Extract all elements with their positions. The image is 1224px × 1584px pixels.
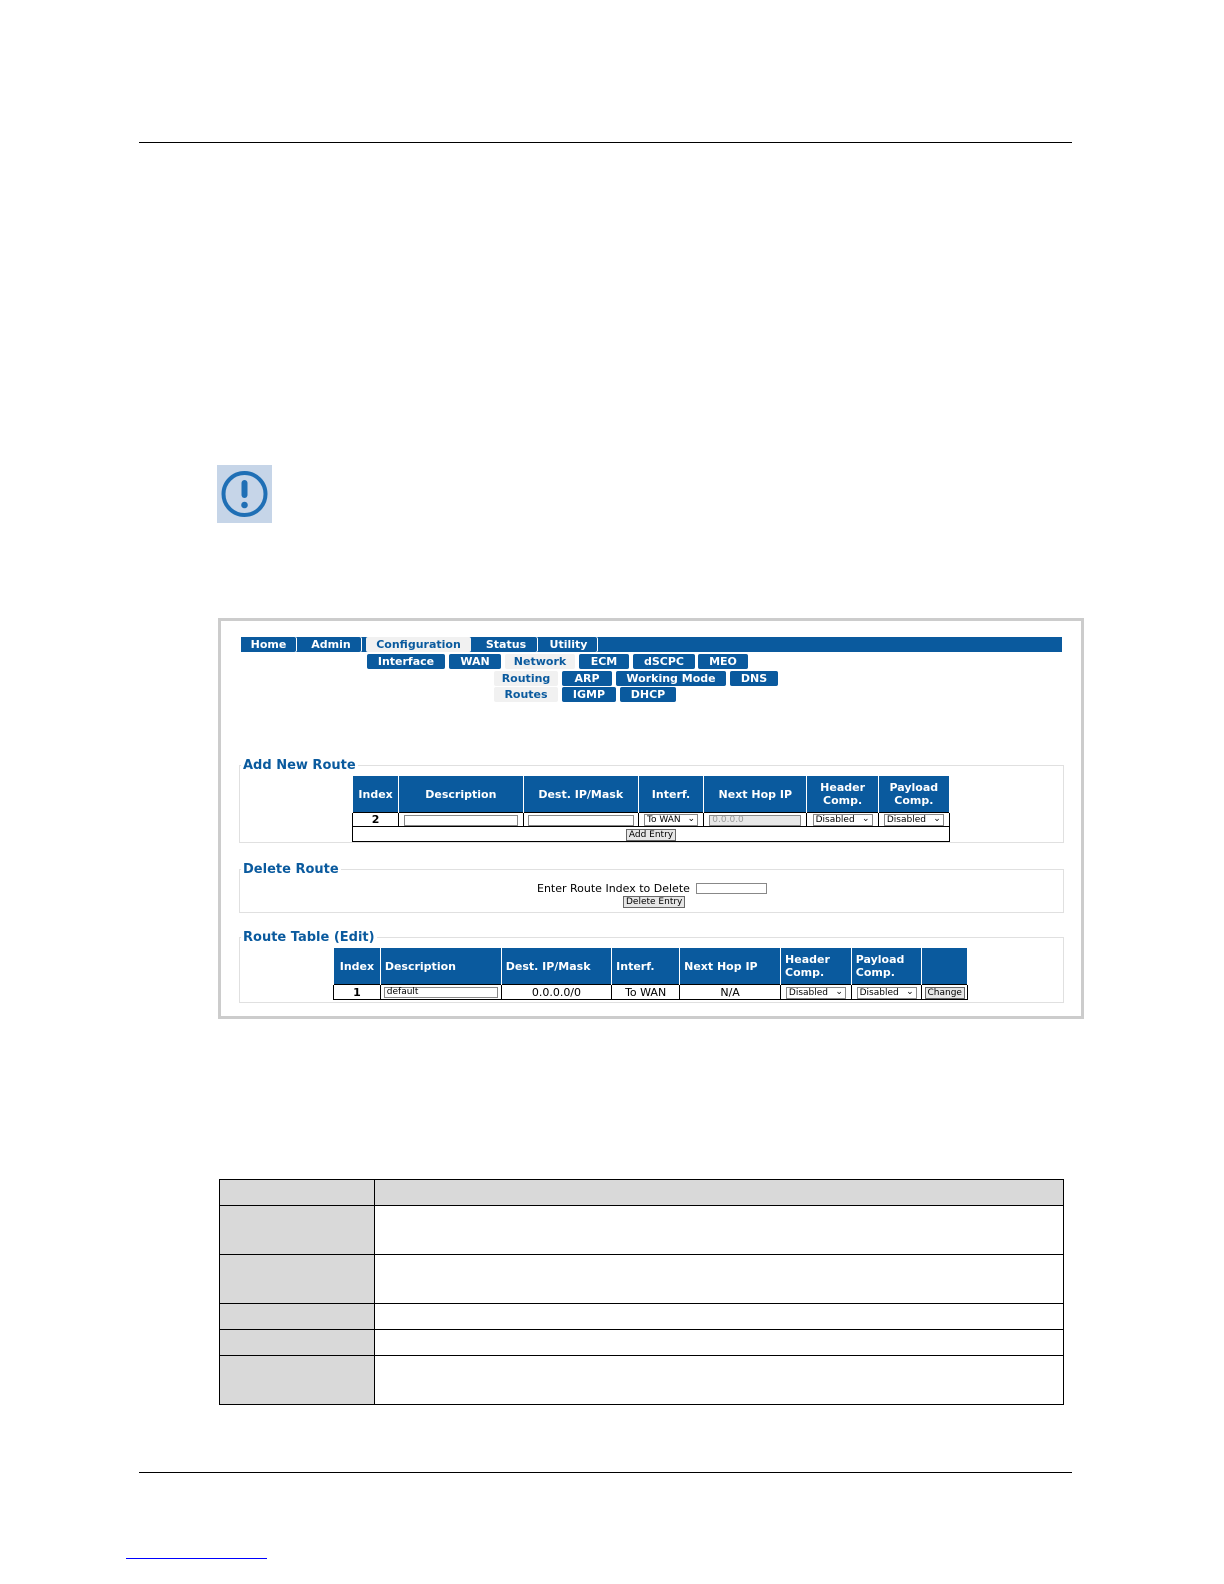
table-label-cell: [220, 1304, 375, 1330]
table-row: [220, 1206, 1064, 1255]
tab-dscpc[interactable]: dSCPC: [633, 654, 695, 669]
rt-col-next-hop: Next Hop IP: [680, 948, 781, 985]
tab-interface[interactable]: Interface: [367, 654, 445, 669]
tab-dhcp[interactable]: DHCP: [620, 687, 676, 702]
delete-entry-button[interactable]: Delete Entry: [623, 896, 685, 908]
rt-col-index: Index: [334, 948, 381, 985]
payload-comp-select[interactable]: [884, 814, 944, 826]
new-dest-cell: [523, 813, 638, 827]
col-payload-comp: Payload Comp.: [878, 776, 949, 813]
new-interf-cell: [638, 813, 703, 827]
important-note-icon: [217, 465, 272, 523]
col-dest: Dest. IP/Mask: [523, 776, 638, 813]
interf-select[interactable]: [644, 814, 698, 826]
table-value-cell: [375, 1206, 1064, 1255]
tab-network[interactable]: Network: [505, 654, 575, 669]
table-row: [220, 1180, 1064, 1206]
new-description-cell: [399, 813, 523, 827]
rt-col-header-comp: Header Comp.: [781, 948, 852, 985]
table-label-cell: [220, 1255, 375, 1304]
footnote-link-underline[interactable]: [126, 1558, 267, 1559]
tab-wan[interactable]: WAN: [449, 654, 501, 669]
header-comp-select[interactable]: [813, 814, 873, 826]
tab-ecm[interactable]: ECM: [579, 654, 629, 669]
rt-description-input[interactable]: default: [384, 987, 498, 998]
description-table: [219, 1179, 1064, 1405]
web-ui-screenshot: [218, 618, 1084, 1019]
rt-col-description: Description: [380, 948, 501, 985]
chevron-down-icon: ⌄: [906, 986, 914, 997]
tab-configuration[interactable]: Configuration: [366, 637, 471, 652]
route-table: [333, 947, 968, 1000]
rt-col-interf: Interf.: [612, 948, 680, 985]
new-payload-comp-cell: [878, 813, 949, 827]
tab-arp[interactable]: ARP: [562, 671, 612, 686]
table-label-cell: [220, 1330, 375, 1356]
interf-value: To WAN: [647, 815, 681, 825]
chevron-down-icon: ⌄: [933, 814, 941, 824]
rt-index: 1: [334, 985, 381, 1000]
tab-dns[interactable]: DNS: [730, 671, 778, 686]
tab-meo[interactable]: MEO: [698, 654, 748, 669]
tab-admin[interactable]: Admin: [301, 637, 361, 652]
add-entry-button[interactable]: Add Entry: [626, 829, 676, 841]
table-row: [220, 1304, 1064, 1330]
table-value-cell: [375, 1255, 1064, 1304]
table-label-cell: [220, 1206, 375, 1255]
tab-status[interactable]: Status: [475, 637, 537, 652]
col-index: Index: [353, 776, 399, 813]
table-row: [334, 985, 968, 1000]
chevron-down-icon: ⌄: [687, 814, 696, 824]
description-input[interactable]: [404, 815, 518, 826]
new-index: 2: [353, 813, 399, 827]
tab-utility[interactable]: Utility: [540, 637, 597, 652]
delete-route-label: Enter Route Index to Delete: [537, 882, 690, 895]
col-interf: Interf.: [638, 776, 703, 813]
rt-action-cell: [922, 985, 968, 1000]
table-row: [220, 1255, 1064, 1304]
dest-ip-input[interactable]: [528, 815, 634, 826]
table-value-cell: [375, 1330, 1064, 1356]
col-description: Description: [399, 776, 523, 813]
rt-header-comp-cell: [781, 985, 852, 1000]
rt-col-action: [922, 948, 968, 985]
table-row: [220, 1330, 1064, 1356]
tab-routing[interactable]: Routing: [494, 671, 558, 686]
change-button[interactable]: Change: [925, 987, 965, 999]
table-header-cell: [220, 1180, 375, 1206]
tab-working-mode[interactable]: Working Mode: [616, 671, 726, 686]
rt-interf: To WAN: [612, 985, 680, 1000]
table-value-cell: [375, 1356, 1064, 1405]
header-rule: [139, 142, 1072, 143]
col-header-comp: Header Comp.: [807, 776, 878, 813]
rt-next-hop: N/A: [680, 985, 781, 1000]
add-route-legend: Add New Route: [243, 758, 356, 773]
tab-igmp[interactable]: IGMP: [562, 687, 616, 702]
delete-route-legend: Delete Route: [243, 862, 339, 877]
rt-col-dest: Dest. IP/Mask: [501, 948, 611, 985]
header-comp-value: Disabled: [815, 815, 855, 825]
new-next-hop-cell: [704, 813, 807, 827]
delete-index-input[interactable]: [696, 883, 767, 894]
table-value-cell: [375, 1304, 1064, 1330]
rt-dest: 0.0.0.0/0: [501, 985, 611, 1000]
payload-comp-value: Disabled: [886, 815, 926, 825]
table-row: [220, 1356, 1064, 1405]
next-hop-input[interactable]: 0.0.0.0: [709, 815, 801, 826]
rt-header-comp-value: Disabled: [788, 987, 829, 998]
rt-payload-comp-value: Disabled: [859, 987, 899, 998]
rt-col-payload-comp: Payload Comp.: [851, 948, 922, 985]
route-table-legend: Route Table (Edit): [243, 930, 375, 945]
chevron-down-icon: ⌄: [862, 814, 870, 824]
rt-description-cell: [380, 985, 501, 1000]
add-entry-cell: [353, 827, 950, 842]
chevron-down-icon: ⌄: [835, 986, 843, 997]
table-header-cell: [375, 1180, 1064, 1206]
new-header-comp-cell: [807, 813, 878, 827]
col-next-hop: Next Hop IP: [704, 776, 807, 813]
table-label-cell: [220, 1356, 375, 1405]
tab-routes[interactable]: Routes: [494, 687, 558, 702]
rt-payload-comp-select[interactable]: [857, 987, 917, 999]
rt-payload-comp-cell: [851, 985, 922, 1000]
tab-home[interactable]: Home: [241, 637, 296, 652]
rt-header-comp-select[interactable]: [786, 987, 846, 999]
footer-rule: [139, 1472, 1072, 1473]
add-route-table: [352, 775, 950, 842]
main-tab-bar: [241, 637, 1062, 652]
